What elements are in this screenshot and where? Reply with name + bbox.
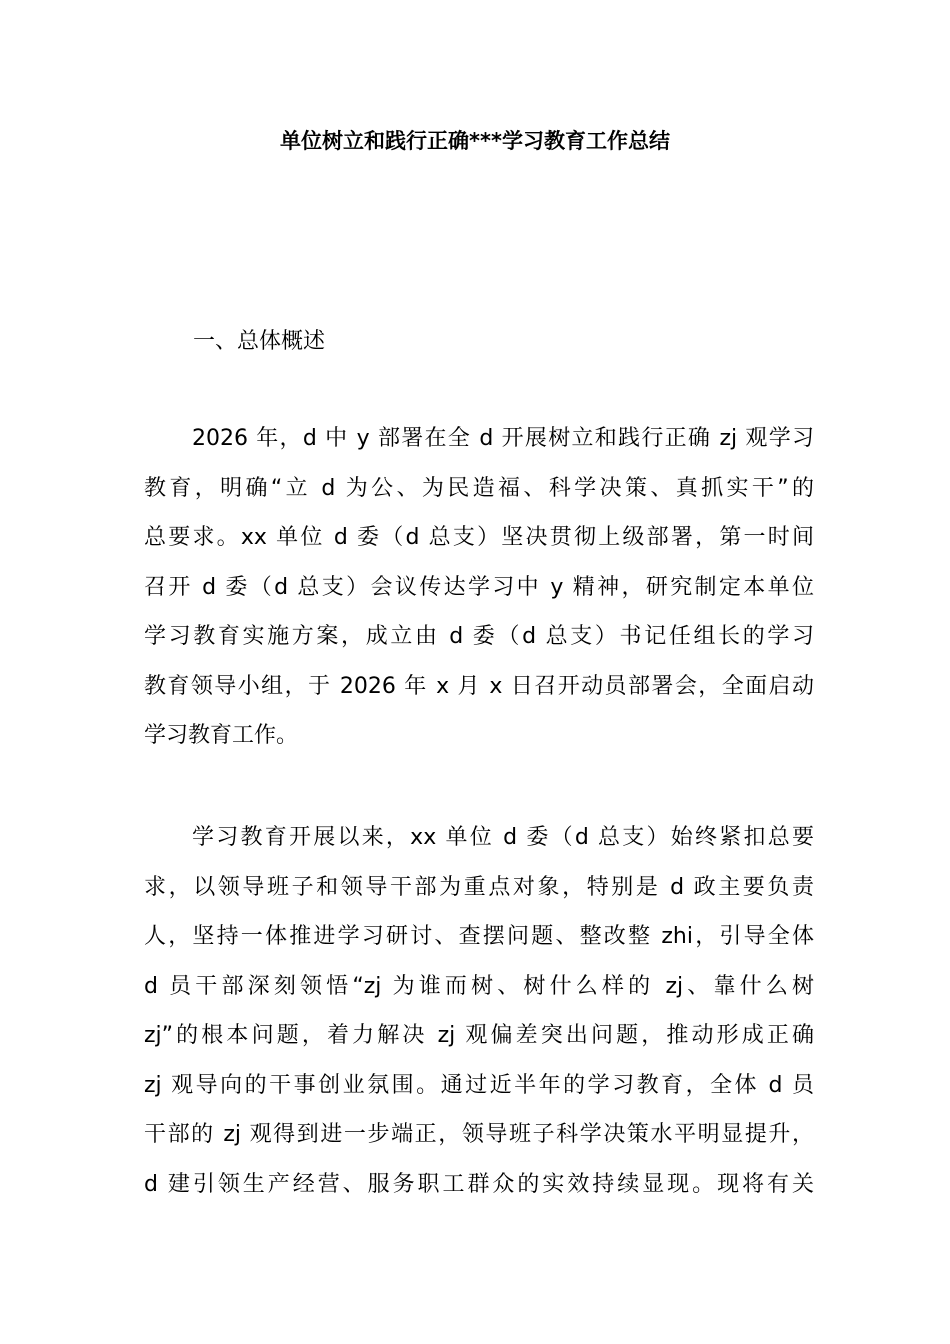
document-title: 单位树立和践行正确***学习教育工作总结 (280, 129, 670, 153)
paragraph-overview-1 (144, 421, 814, 768)
paragraph-line: 学习教育实施方案，成立由 d 委（d 总支）书记任组长的学习 (144, 624, 814, 649)
paragraph-line: 总要求。xx 单位 d 委（d 总支）坚决贯彻上级部署，第一时间 (144, 525, 814, 550)
paragraph-line: 教育领导小组，于 2026 年 x 月 x 日召开动员部署会，全面启动 (144, 673, 814, 699)
paragraph-line: zj”的根本问题，着力解决 zj 观偏差突出问题，推动形成正确 (144, 1023, 814, 1048)
paragraph-line: 学习教育工作。 (144, 723, 299, 748)
paragraph-line: d 建引领生产经营、服务职工群众的实效持续显现。现将有关 (144, 1171, 814, 1197)
paragraph-line: 人，坚持一体推进学习研讨、查摆问题、整改整 zhi，引导全体 (144, 924, 814, 949)
paragraph-line: 召开 d 委（d 总支）会议传达学习中 y 精神，研究制定本单位 (144, 574, 814, 600)
section-heading: 一、总体概述 (193, 329, 326, 354)
paragraph-line: 学习教育开展以来，xx 单位 d 委（d 总支）始终紧扣总要 (192, 825, 814, 850)
paragraph-line: 求，以领导班子和领导干部为重点对象，特别是 d 政主要负责 (144, 874, 814, 900)
paragraph-overview-2 (144, 820, 814, 1216)
paragraph-line: zj 观导向的干事创业氛围。通过近半年的学习教育，全体 d 员 (144, 1072, 814, 1098)
paragraph-line: 2026 年，d 中 y 部署在全 d 开展树立和践行正确 zj 观学习 (192, 426, 814, 451)
paragraph-line: 干部的 zj 观得到进一步端正，领导班子科学决策水平明显提升， (144, 1122, 814, 1147)
paragraph-line: d 员干部深刻领悟“zj 为谁而树、树什么样的 zj、靠什么树 (144, 973, 814, 999)
paragraph-line: 教育，明确“立 d 为公、为民造福、科学决策、真抓实干”的 (144, 475, 814, 501)
